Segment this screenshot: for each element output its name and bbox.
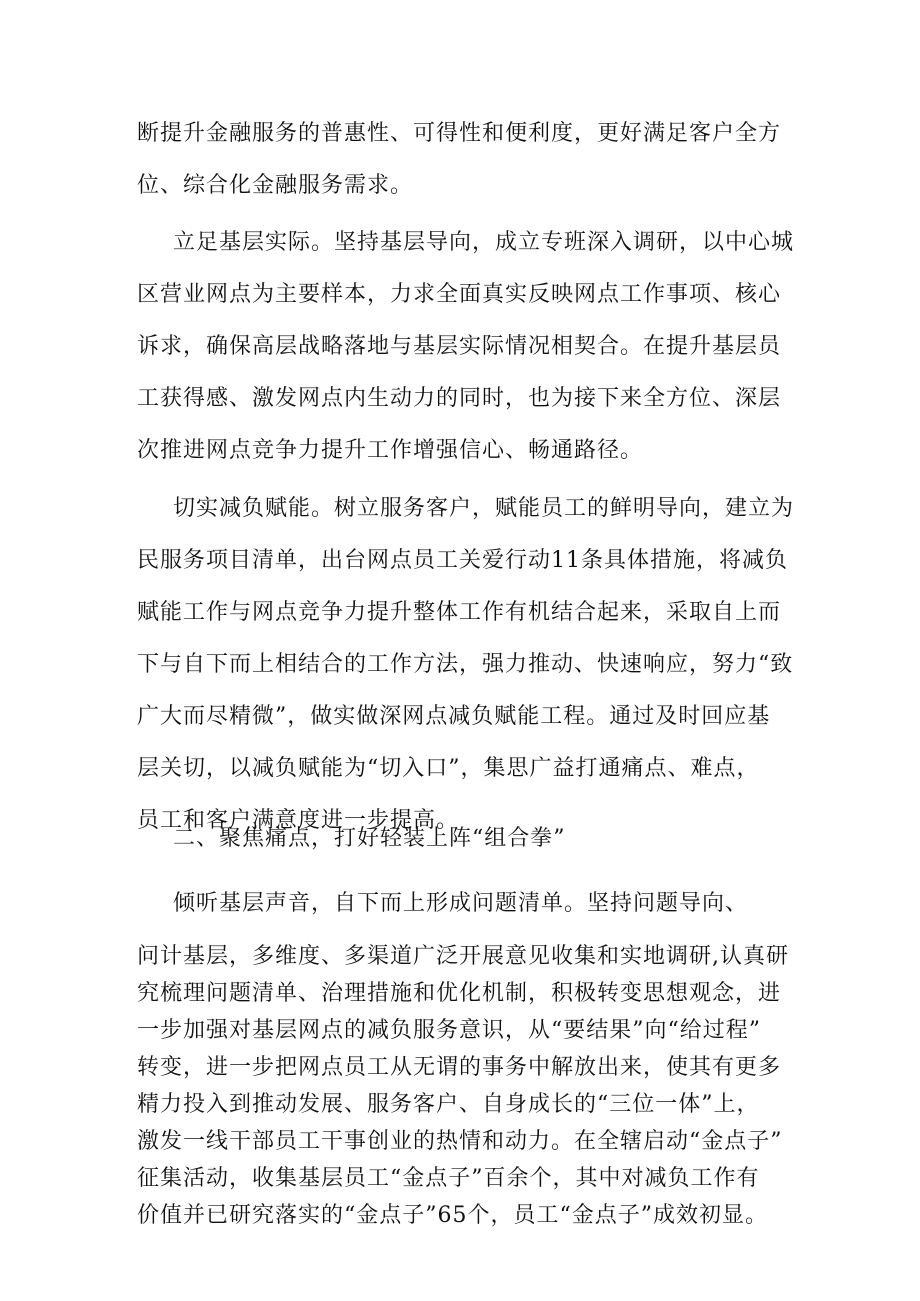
heading-line: 二、聚焦痛点，打好轻装上阵“组合拳” [173,826,566,851]
paragraph-3 [137,483,797,847]
paragraph-line: 民服务项目清单，出台网点员工关爱行动11条具体措施，将减负 [137,548,788,573]
paragraph-5 [137,938,797,1234]
paragraph-line: 工获得感、激发网点内生动力的同时，也为接下来全方位、深层 [137,386,782,411]
paragraph-line: 广大而尽精微”，做实做深网点减负赋能工程。通过及时回应基 [137,704,771,729]
paragraph-line: 层关切，以减负赋能为“切入口”，集思广益打通痛点、难点， [137,756,760,781]
paragraph-line: 赋能工作与网点竞争力提升整体工作有机结合起来，采取自上而 [137,600,782,625]
paragraph-line: 倾听基层声音，自下而上形成问题清单。坚持问题导向、 [173,891,749,916]
paragraph-line: 员工和客户满意度进一步提高。 [137,808,460,833]
paragraph-line: 究梳理问题清单、治理措施和优化机制，积极转变思想观念，进 [137,981,782,1006]
paragraph-line: 切实减负赋能。树立服务客户，赋能员工的鲜明导向，建立为 [173,496,795,521]
paragraph-line: 次推进网点竞争力提升工作增强信心、畅通路径。 [137,438,644,463]
paragraph-line: 立足基层实际。坚持基层导向，成立专班深入调研，以中心城 [173,230,795,255]
paragraph-line: 激发一线干部员工干事创业的热情和动力。在全辖启动“金点子” [137,1129,783,1154]
paragraph-1 [137,108,797,212]
paragraph-line: 诉求，确保高层战略落地与基层实际情况相契合。在提升基层员 [137,334,782,359]
paragraph-line: 位、综合化金融服务需求。 [137,173,414,198]
paragraph-line: 价值并已研究落实的“金点子”65个，员工“金点子”成效初显。 [137,1203,768,1228]
paragraph-line: 下与自下而上相结合的工作方法，强力推动、快速响应，努力“致 [137,652,794,677]
paragraph-line: 精力投入到推动发展、服务客户、自身成长的“三位一体”上， [137,1092,760,1117]
paragraph-2 [137,217,797,477]
paragraph-line: 问计基层，多维度、多渠道广泛开展意见收集和实地调研,认真研 [137,944,789,969]
paragraph-line: 转变，进一步把网点员工从无谓的事务中解放出来，使其有更多 [137,1055,782,1080]
paragraph-line: 一步加强对基层网点的减负服务意识，从“要结果”向“给过程” [137,1018,761,1043]
paragraph-line: 区营业网点为主要样本，力求全面真实反映网点工作事项、核心 [137,282,782,307]
paragraph-4 [137,878,797,930]
paragraph-line: 征集活动，收集基层员工“金点子”百余个，其中对减负工作有 [137,1166,760,1191]
paragraph-line: 断提升金融服务的普惠性、可得性和便利度，更好满足客户全方 [137,121,782,146]
section-heading [137,813,797,865]
